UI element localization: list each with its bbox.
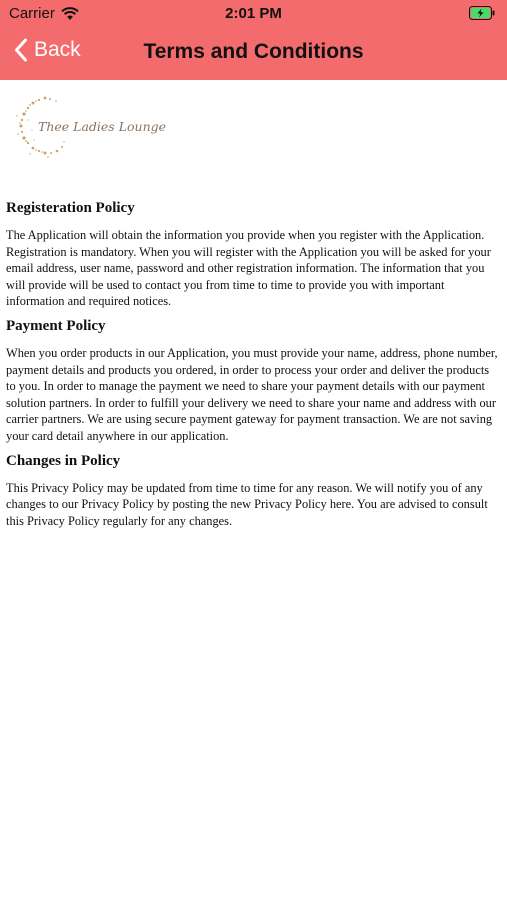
section-heading: Changes in Policy [6,452,121,469]
battery-charging-icon [469,6,495,20]
section-body: This Privacy Policy may be updated from time to time for any reason. We will notify you of any changes to our Privacy Policy by posting the new Privacy Policy here. You are advised to consult this Privacy Policy regularly for any changes. [6,480,488,528]
section-body: The Application will obtain the information you provide when you register with the Application. Registration is mandatory. When you will register with the Application you will be asked for your email address, user name, password and other registration information. The information that you will provide will be used to contact you from time to time to provide you with important information and required notices. [6,228,491,309]
page-title: Terms and Conditions [143,40,364,63]
section-registration-policy [6,198,501,310]
top-bar [0,0,507,80]
section-heading: Payment Policy [6,317,106,334]
carrier-label: Carrier [9,5,55,22]
section-payment-policy [6,316,501,445]
back-label: Back [34,38,81,61]
status-time: 2:01 PM [225,5,282,22]
status-bar [0,0,507,28]
navigation-bar [0,28,507,80]
section-changes-in-policy [6,451,501,530]
brand-logo [12,90,188,162]
section-heading: Registeration Policy [6,200,135,216]
section-body: When you order products in our Application, you must provide your name, address, phone number, payment details and products you ordered, in order to process your order and deliver the products to you. In order to manage the payment we need to share your payment details with our payment solution partners. In order to fulfill your delivery we need to share your name and address with our carrier partners. We are using secure payment gateway for payment transaction. We are not saving your card detail anywhere in our application. [6,345,498,443]
terms-content [6,198,501,535]
logo-text: Thee Ladies Lounge [38,119,167,134]
